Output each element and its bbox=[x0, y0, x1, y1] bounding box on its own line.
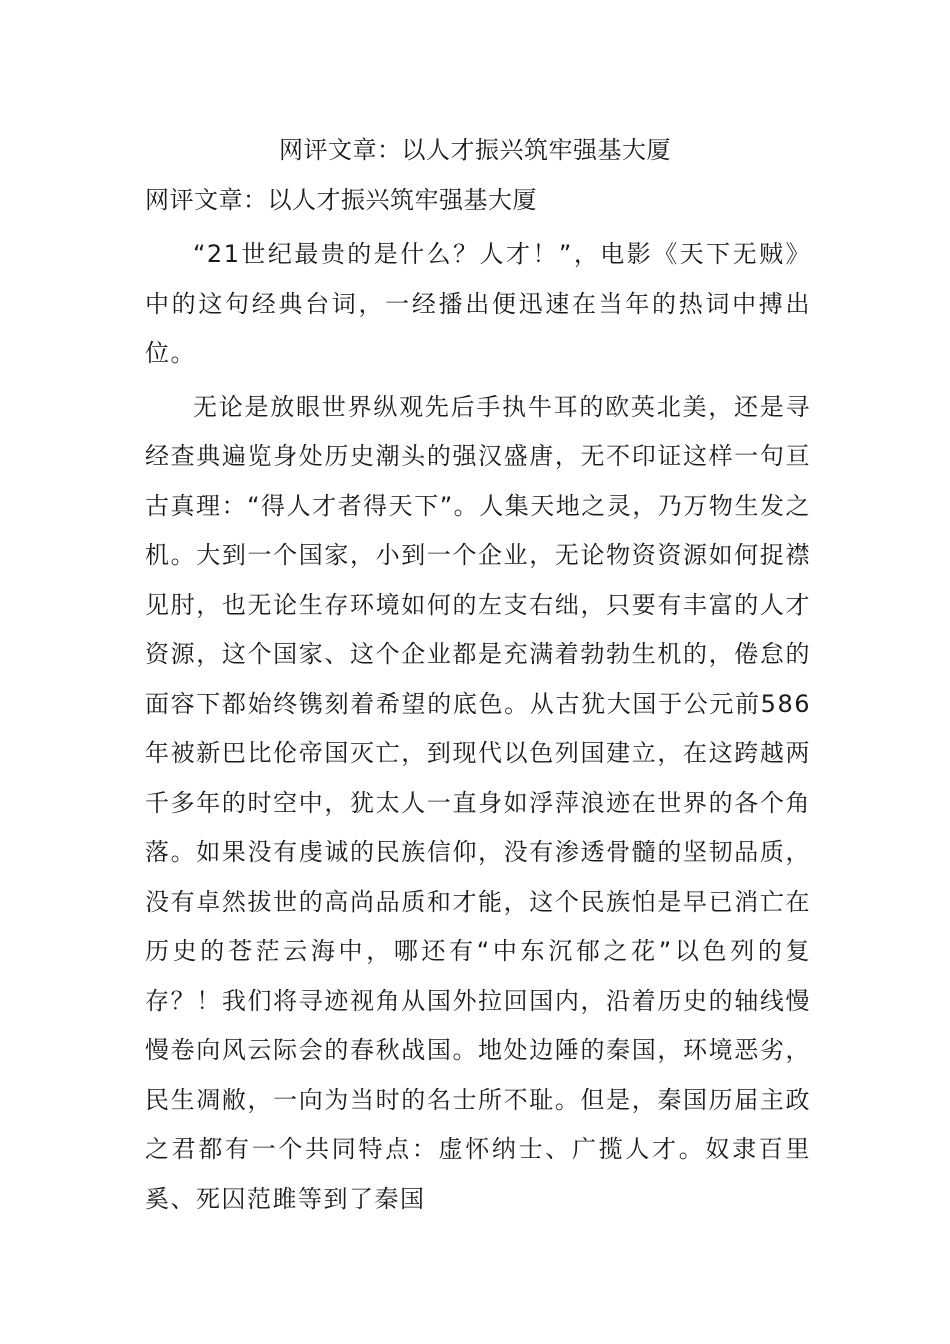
paragraph-2: 无论是放眼世界纵观先后手执牛耳的欧英北美，还是寻经查典遍览身处历史潮头的强汉盛唐，无不印证这样一句亘古真理：“得人才者得天下”。人集天地之灵，乃万物生发之机。大到一个国家，小到一个企业，无论物资资源如何捉襟见肘，也无论生存环境如何的左支右绌，只要有丰富的人才资源，这个国家、这个企业都是充满着勃勃生机的，倦怠的面容下都始终镌刻着希望的底色。从古犹大国于公元前586年被新巴比伦帝国灭亡，到现代以色列国建立，在这跨越两千多年的时空中，犹太人一直身如浮萍浪迹在世界的各个角落。如果没有虔诚的民族信仰，没有渗透骨髓的坚韧品质，没有卓然拔世的高尚品质和才能，这个民族怕是早已消亡在历史的苍茫云海中，哪还有“中东沉郁之花”以色列的复存？！我们将寻迹视角从国外拉回国内，沿着历史的轴线慢慢卷向风云际会的春秋战国。地处边陲的秦国，环境恶劣，民生凋敝，一向为当时的名士所不耻。但是，秦国历届主政之君都有一个共同特点：虚怀纳士、广揽人才。奴隶百里奚、死囚范雎等到了秦国 bbox=[145, 392, 811, 1213]
document-body bbox=[145, 230, 811, 1228]
document-title: 网评文章：以人才振兴筑牢强基大厦 bbox=[279, 136, 671, 164]
paragraph-1: “21世纪最贵的是什么？人才！”，电影《天下无贼》中的这句经典台词，一经播出便迅速在当年的热词中搏出位。 bbox=[145, 240, 811, 367]
document-subtitle: 网评文章：以人才振兴筑牢强基大厦 bbox=[145, 186, 537, 214]
